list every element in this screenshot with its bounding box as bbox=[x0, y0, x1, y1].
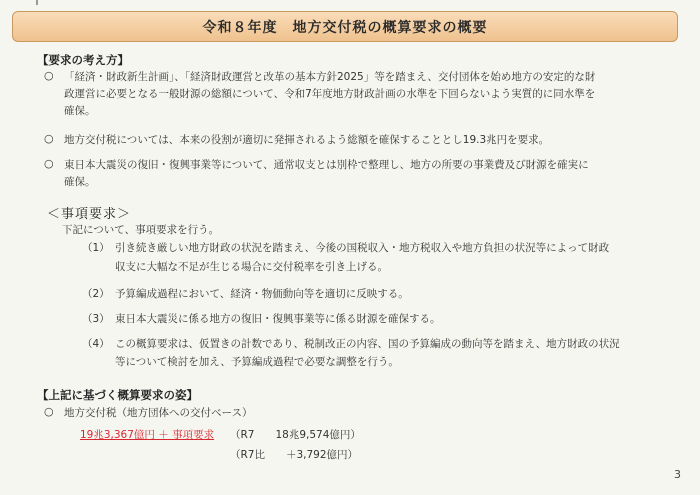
approach-item-3-line-1: 東日本大震災の復旧・復興事業等について、通常収支とは別枠で整理し、地方の所要の事業費及び財源を確実に bbox=[64, 159, 589, 171]
section-heading-items: ＜事項要求＞ bbox=[47, 207, 132, 222]
bullet-circle: ○ bbox=[44, 157, 54, 170]
budget-item-label: 地方交付税（地方団体への交付ベース） bbox=[64, 407, 253, 419]
item-3-line-1: 東日本大震災に係る地方の復旧・復興事業等に係る財源を確保する。 bbox=[115, 313, 441, 325]
approach-item-2-line-1: 地方交付税については、本来の役割が適切に発揮されるよう総額を確保することとし19.3兆円を要求。 bbox=[64, 134, 550, 146]
item-4-line-2: 等について検討を加え、予算編成過程で必要な調整を行う。 bbox=[115, 356, 399, 368]
item-1-line-1: 引き続き厳しい地方財政の状況を踏まえ、今後の国税収入・地方税収入や地方負担の状況等によって財政 bbox=[115, 242, 610, 254]
section-heading-budget: 【上記に基づく概算要求の姿】 bbox=[37, 388, 198, 402]
item-2-number: （2） bbox=[82, 288, 110, 300]
item-4-line-1: この概算要求は、仮置きの計数であり、税制改正の内容、国の予算編成の動向等を踏まえ、地方財政の状況 bbox=[115, 338, 620, 350]
scan-mark bbox=[36, 0, 38, 5]
bullet-circle: ○ bbox=[44, 132, 54, 145]
approach-item-1-line-2: 政運営に必要となる一般財源の総額について、令和7年度地方財政計画の水準を下回らないよう実質的に同水準を bbox=[64, 88, 596, 100]
bullet-circle: ○ bbox=[44, 69, 54, 82]
item-3-number: （3） bbox=[82, 313, 110, 325]
budget-compare-prev: （R7 18兆9,574億円） bbox=[230, 429, 361, 441]
page-title: 令和８年度 地方交付税の概算要求の概要 bbox=[12, 11, 678, 42]
section-heading-approach: 【要求の考え方】 bbox=[37, 53, 129, 67]
budget-amount: 19兆3,367億円 ＋ 事項要求 bbox=[80, 429, 215, 441]
approach-item-1-line-3: 確保。 bbox=[64, 105, 96, 117]
item-4-number: （4） bbox=[82, 338, 110, 350]
budget-compare-diff: （R7比 ＋3,792億円） bbox=[230, 449, 359, 461]
bullet-circle: ○ bbox=[44, 405, 54, 418]
item-2-line-1: 予算編成過程において、経済・物価動向等を適切に反映する。 bbox=[115, 288, 409, 300]
items-intro: 下記について、事項要求を行う。 bbox=[62, 224, 220, 236]
approach-item-1-line-1: 「経済・財政新生計画」、「経済財政運営と改革の基本方針2025」等を踏まえ、交付団体を始め地方の安定的な財 bbox=[64, 71, 596, 83]
approach-item-3-line-2: 確保。 bbox=[64, 176, 96, 188]
item-1-number: （1） bbox=[82, 242, 110, 254]
page-number: 3 bbox=[674, 468, 681, 481]
item-1-line-2: 収支に大幅な不足が生じる場合に交付税率を引き上げる。 bbox=[115, 261, 388, 273]
